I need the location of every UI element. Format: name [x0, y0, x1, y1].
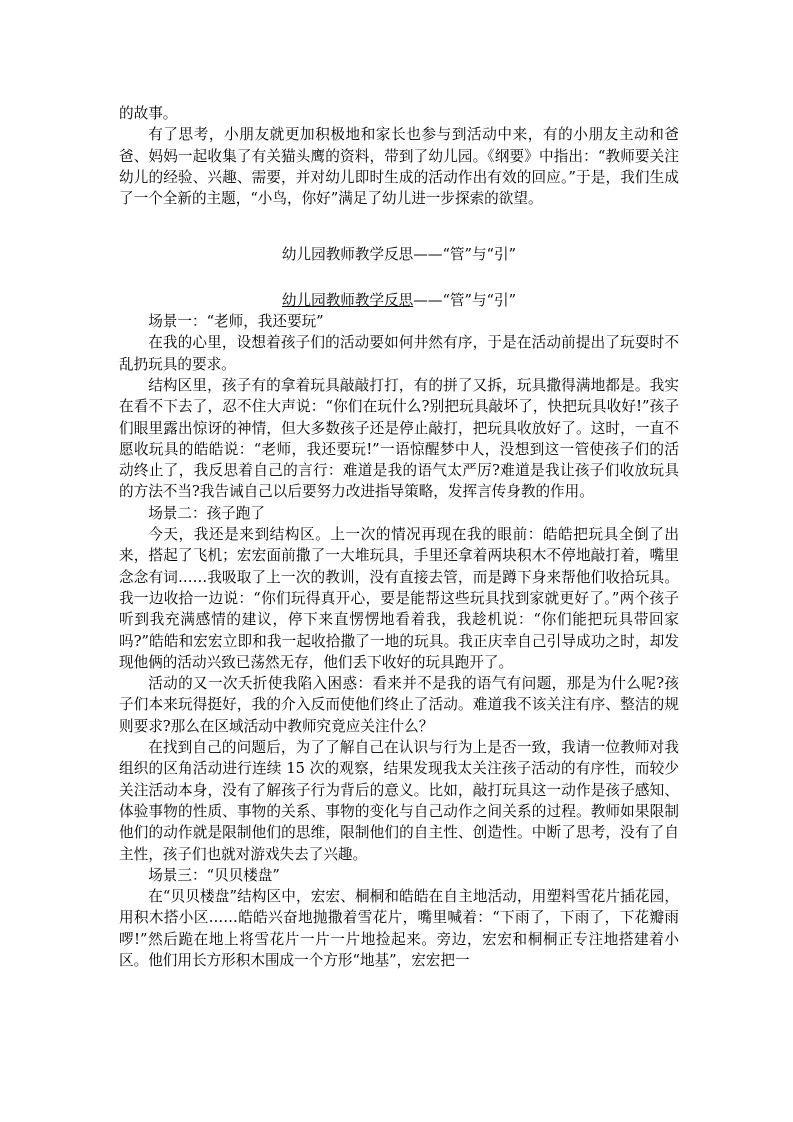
subtitle-rest: ——“管”与“引”	[413, 291, 517, 309]
scene2-paragraph-2: 活动的又一次夭折使我陷入困惑：看来并不是我的语气有问题，那是为什么呢?孩子们本来玩得挺好，我的介入反而使他们终止了活动。难道我不该关注有序、整洁的规则要求?那么在区域活动中教师究竟应关注什么？	[119, 675, 679, 735]
subtitle-underlined: 幼儿园教师教学反思	[281, 291, 414, 309]
scene1-heading: 场景一：“老师，我还要玩”	[148, 313, 324, 331]
scene1-paragraph-2: 结构区里，孩子有的拿着玩具敲敲打打，有的拼了又拆，玩具撒得满地都是。我实在看不下去了，忍不住大声说：“你们在玩什么?别把玩具敲坏了，快把玩具收好!”孩子们眼里露出惊讶的神情，但大多数孩子还是停止敲打，把玩具收放好了。这时，一直不愿收玩具的皓皓说：“老师，我还要玩!”一语惊醒梦中人，没想到这一管使孩子们的活动终止了，我反思着自己的言行：难道是我的语气太严厉?难道是我让孩子们收放玩具的方法不当?我告诫自己以后要努力改进指导策略，发挥言传身教的作用。	[119, 376, 679, 501]
article-title: 幼儿园教师教学反思——“管”与“引”	[281, 246, 517, 264]
intro-paragraph-2: 有了思考，小朋友就更加积极地和家长也参与到活动中来，有的小朋友主动和爸爸、妈妈一起收集了有关猫头鹰的资料，带到了幼儿园。《纲要》中指出：“教师要关注幼儿的经验、兴趣、需要，并对幼儿即时生成的活动作出有效的回应。”于是，我们生成了一个全新的主题，“小鸟，你好”满足了幼儿进一步探索的欲望。	[119, 126, 679, 208]
scene1-paragraph-1: 在我的心里，设想着孩子们的活动要如何井然有序，于是在活动前提出了玩耍时不乱扔玩具的要求。	[119, 334, 679, 373]
scene2-heading: 场景二：孩子跑了	[148, 504, 265, 522]
scene2-paragraph-3: 在找到自己的问题后，为了了解自己在认识与行为上是否一致，我请一位教师对我组织的区角活动进行连续 15 次的观察，结果发现我太关注孩子活动的有序性，而较少关注活动本身，没有了解孩子行为背后的意义。比如，敲打玩具这一动作是孩子感知、体验事物的性质、事物的关系、事物的变化与自己动作之间关系的过程。教师如果限制他们的动作就是限制他们的思维，限制他们的自主性、创造性。中断了思考，没有了自主性，孩子们也就对游戏失去了兴趣。	[119, 739, 679, 863]
scene3-paragraph-1: 在“贝贝楼盘”结构区中，宏宏、桐桐和皓皓在自主地活动，用塑料雪花片插花园，用积木搭小区……皓皓兴奋地抛撒着雪花片，嘴里喊着：“下雨了，下雨了，下花瓣雨啰!”然后跪在地上将雪花片一片一片地捡起来。旁边，宏宏和桐桐正专注地搭建着小区。他们用长方形积木围成一个方形“地基”，宏宏把一	[119, 888, 679, 969]
scene3-heading: 场景三：“贝贝楼盘”	[148, 866, 280, 884]
intro-paragraph-1: 的故事。	[119, 105, 178, 122]
scene2-paragraph-1: 今天，我还是来到结构区。上一次的情况再现在我的眼前：皓皓把玩具全倒了出来，搭起了飞机；宏宏面前撒了一大堆玩具，手里还拿着两块积木不停地敲打着，嘴里念念有词……我吸取了上一次的教训，没有直接去管，而是蹲下身来帮他们收拾玩具。我一边收拾一边说：“你们玩得真开心，要是能帮这些玩具找到家就更好了。”两个孩子听到我充满感情的建议，停下来直愣愣地看着我，我趁机说：“你们能把玩具带回家吗?”皓皓和宏宏立即和我一起收拾撒了一地的玩具。我正庆幸自己引导成功之时，却发现他俩的活动兴致已荡然无存，他们丢下收好的玩具跑开了。	[119, 526, 679, 671]
document-body	[119, 103, 679, 971]
article-subtitle	[119, 290, 679, 311]
